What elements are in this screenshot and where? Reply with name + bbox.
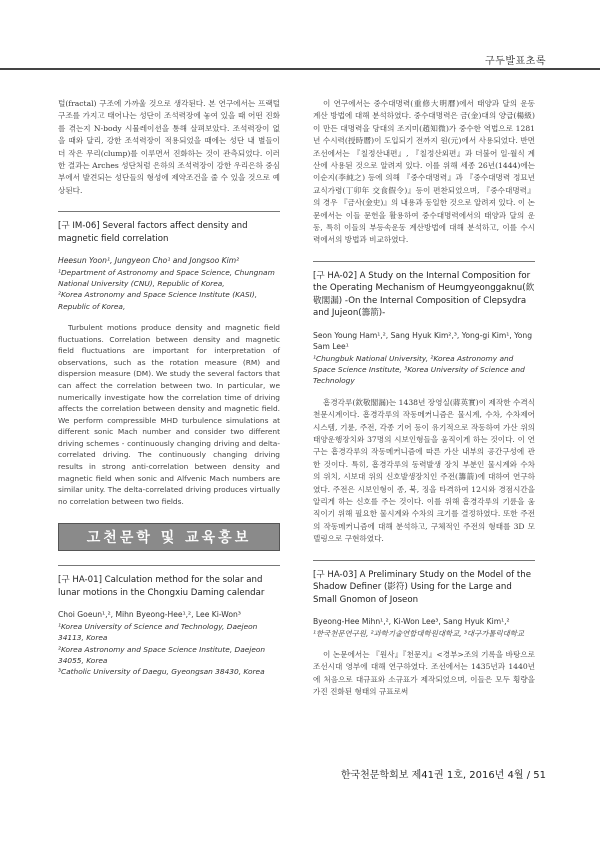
- im06-affiliation-1: ¹Department of Astronomy and Space Science, Chungnam National University (CNU), Republic of Korea,: [58, 267, 275, 289]
- ha03-title: [구 HA-03] A Preliminary Study on the Model of the Shadow Definer (影符) Using for the Large and Small Gnomon of Joseon: [313, 560, 535, 607]
- section-banner-label: 고천문학 및 교육홍보: [86, 530, 252, 547]
- ha01-affiliation-2: ²Korea Astronomy and Space Science Institute, Daejeon 34055, Korea: [58, 644, 266, 665]
- right-column: [313, 98, 535, 699]
- ha02-affiliation: ¹Chungbuk National University, ²Korea Astronomy and Space Science Institute, ³Korea University of Science and Technology: [313, 353, 525, 386]
- ha03-authors: Byeong-Hee Mihn¹,², Ki-Won Lee³, Sang Hyuk Kim¹,²: [313, 617, 510, 627]
- left-column: [58, 98, 280, 677]
- ha02-abstract: 흠경각루(欽敬閣漏)는 1438년 장영실(蔣英實)이 제작한 수격식 천문시계이다. 흠경각루의 작동메커니즘은 물시계, 수차, 수차제어시스템, 기륜, 주전, 각종 기어 등이 유기적으로 작동하여 가산 위의 태양운행장치와 37명의 시보인형들을 움직이게 하는 것이다. 이 연구는 흠경각루의 작동메커니즘에 따른 가산 내부의 공간구성에 관한 것이다. 특히, 흠경각루의 동력발생 장치 부분인 물시계와 수차의 위치, 시보대 위의 신호발생장치인 주전(籌箭)에 대하여 연구하였다. 주전은 시보인형이 종, 북, 징을 타격하여 12시와 경점시간을 알리게 하는 신호를 주는 것이다. 이를 위해 흠경각루의 기륜을 움직이기 위해 필요한 물시계와 수차의 크기를 결정하였다. 또한 주전의 작동메커니즘에 대해 분석하고, 구체적인 주전의 형태를 3D 모델링으로 구현하였다.: [313, 397, 535, 544]
- intro-paragraph: 털(fractal) 구조에 가까울 것으로 생각된다. 본 연구에서는 프랙털 구조를 가지고 태어나는 성단이 조석력장에 놓여 있을 때 어떤 진화를 겪는지 N-body 시뮬레이션을 통해 살펴보았다. 조석력장이 없을 때와 달리, 강한 조석력장이 적용되었을 때에는 성단 내 별들이 더 작은 무리(clump)를 이루면서 진화하는 것이 관측되었다. 이러한 결과는 Arches 성단처럼 은하의 조석력장이 강한 우리은하 중심부에서 발견되는 성단들의 형성에 제약조건을 줄 수 있을 것으로 예상된다.: [58, 99, 281, 195]
- footer-journal-info: 한국천문학회보 제41권 1호, 2016년 4월 / 51: [340, 770, 546, 781]
- section-banner: [58, 523, 280, 551]
- im06-affiliation-2: ²Korea Astronomy and Space Science Institute (KASI), Republic of Korea,: [58, 290, 258, 311]
- ha02-title: [구 HA-02] A Study on the Internal Composition for the Operating Mechanism of Heumgyeonggaknu(欽敬閣漏) -On the Internal Composition of Clepsydra and Jujeon(籌箭)-: [313, 261, 535, 320]
- im06-authors: Heesun Yoon¹, Jungyeon Cho¹ and Jongsoo Kim²: [58, 256, 240, 266]
- header-section-label: 구두발표초록: [485, 56, 546, 67]
- ha01-abstract: 이 연구에서는 중수대명력(重修大明曆)에서 태양과 달의 운동 계산 방법에 대해 분석하였다. 중수대명력은 금(金)대의 양급(楊級)이 만든 대명력을 당대의 조지미(趙知微)가 중수한 역법으로 1281년 수시력(授時曆)이 도입되기 전까지 원(元)에서 사용되었다. 반면 조선에서는 『칠정산내편』, 『칠정산외편』과 더불어 일·월식 계산에 사용된 것으로 알려져 있다. 이를 위해 세종 26년(1444)에는 이순지(李純之) 등에 의해 『중수대명력』과 『중수대명력 정묘년 교식가령(丁卯年 交食假令)』등이 편찬되었으며, 『중수대명력』의 경우 『금사(金史)』의 내용과 동일한 것으로 알려져 있다. 이 논문에서는 이들 문헌을 활용하여 중수대명력에서의 태양과 달의 운동, 특히 이들의 부등속운동 계산방법에 대해 분석하고, 이를 수시력에서의 방법과 비교하였다.: [313, 99, 535, 245]
- ha01-affiliation-3: ³Catholic University of Daegu, Gyeongsan 38430, Korea: [58, 667, 265, 677]
- ha03-abstract: 이 논문에서는 『원사』『천문지』<경부>조의 기록을 바탕으로 조선시대 영부에 대해 연구하였다. 조선에서는 1435년과 1440년에 처음으로 대규표와 소규표가 제작되었으며, 이들은 모두 횡량을 가진 진화된 형태의 규표로써: [313, 649, 535, 697]
- im06-abstract: Turbulent motions produce density and magnetic field fluctuations. Correlation between density and magnetic field fluctuations are important for interpretation of observations, such as the rotation measure (RM) and dispersion measure (DM). We study the several factors that can affect the correlation between two. In particular, we numerically investigate how the correlation time of driving affects the correlation between density and magnetic field. We perform compressible MHD turbulence simulations at different sonic Mach number and consider two different driving schemes - continuously changing driving and delta-correlated driving. The continuously changing driving results in strong anti-correlation between density and magnetic field when sonic and Alfvenic Mach numbers are similar unity. The delta-correlated driving produces virtually no correlation between two fields.: [58, 322, 280, 506]
- ha03-affiliation: ¹한국천문연구원, ²과학기술연합대학원대학교, ³대구가톨릭대학교: [313, 628, 525, 638]
- ha02-authors: Seon Young Ham¹,², Sang Hyuk Kim²,³, Yong-gi Kim¹, Yong Sam Lee¹: [313, 330, 533, 352]
- ha01-authors: Choi Goeun¹,², Mihn Byeong-Hee¹,², Lee Ki-Won³: [58, 610, 241, 620]
- header-rule: [0, 68, 600, 70]
- ha01-affiliation-1: ¹Korea University of Science and Technology, Daejeon 34113, Korea: [58, 621, 258, 643]
- im06-title: [구 IM-06] Several factors affect density and magnetic field correlation: [58, 211, 280, 245]
- ha01-title: [구 HA-01] Calculation method for the solar and lunar motions in the Chongxiu Daming calendar: [58, 565, 280, 599]
